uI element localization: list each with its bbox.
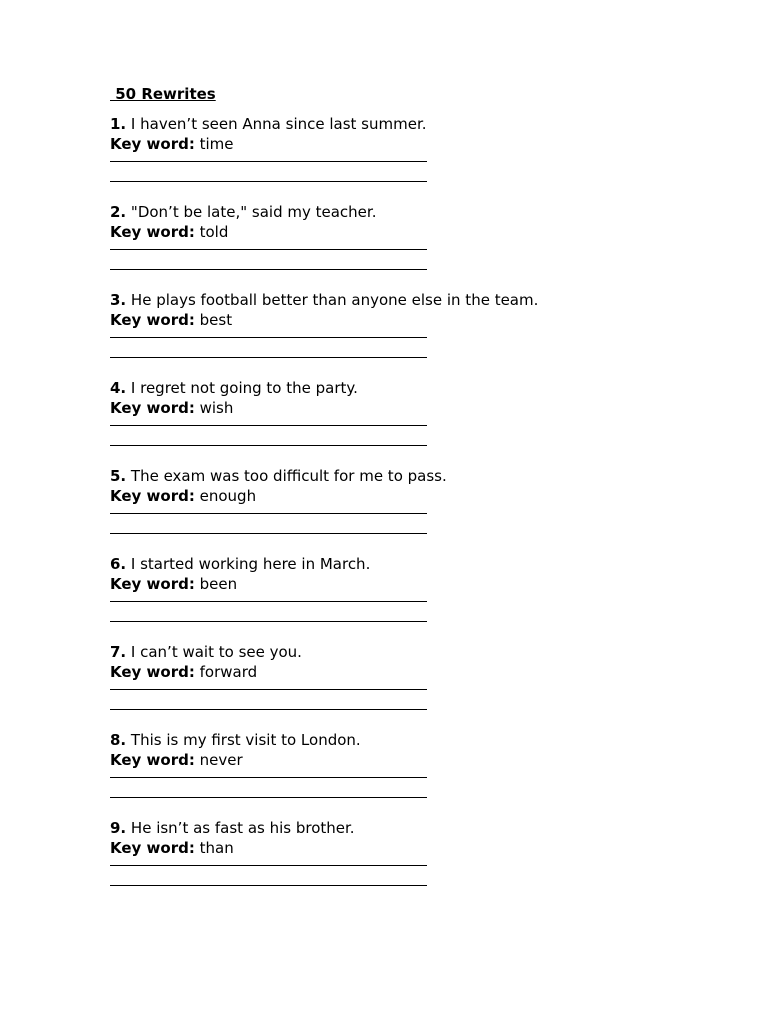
key-word-value: time: [199, 135, 234, 153]
exercise-sentence: [110, 818, 710, 838]
answer-line[interactable]: [110, 777, 427, 778]
answer-line[interactable]: [110, 249, 427, 250]
answer-line[interactable]: [110, 533, 427, 534]
exercise-number: 5.: [110, 467, 127, 485]
exercise-sentence: [110, 202, 710, 222]
exercise-item: [110, 554, 710, 622]
answer-line[interactable]: [110, 513, 427, 514]
exercise-number: 1.: [110, 115, 127, 133]
key-word-label: Key word:: [110, 399, 195, 417]
key-word-value: forward: [199, 663, 258, 681]
exercise-number: 7.: [110, 643, 127, 661]
exercise-sentence: [110, 554, 710, 574]
key-word-row: [110, 486, 710, 506]
key-word-label: Key word:: [110, 839, 195, 857]
sentence-text: I regret not going to the party.: [130, 379, 358, 397]
key-word-row: [110, 310, 710, 330]
exercise-sentence: [110, 466, 710, 486]
exercise-number: 6.: [110, 555, 127, 573]
sentence-text: I started working here in March.: [130, 555, 371, 573]
exercise-item: [110, 466, 710, 534]
key-word-row: [110, 222, 710, 242]
answer-line[interactable]: [110, 445, 427, 446]
key-word-row: [110, 838, 710, 858]
key-word-label: Key word:: [110, 223, 195, 241]
answer-line[interactable]: [110, 269, 427, 270]
answer-line[interactable]: [110, 357, 427, 358]
sentence-text: I can’t wait to see you.: [130, 643, 302, 661]
exercise-number: 4.: [110, 379, 127, 397]
key-word-label: Key word:: [110, 311, 195, 329]
exercise-sentence: [110, 114, 710, 134]
answer-line[interactable]: [110, 601, 427, 602]
exercise-item: [110, 818, 710, 886]
exercise-item: [110, 202, 710, 270]
key-word-label: Key word:: [110, 135, 195, 153]
answer-line[interactable]: [110, 337, 427, 338]
answer-line[interactable]: [110, 797, 427, 798]
answer-line[interactable]: [110, 709, 427, 710]
sentence-text: This is my first visit to London.: [130, 731, 361, 749]
key-word-value: wish: [199, 399, 234, 417]
key-word-value: never: [199, 751, 243, 769]
exercise-number: 8.: [110, 731, 127, 749]
exercise-item: [110, 114, 710, 182]
exercise-sentence: [110, 378, 710, 398]
key-word-row: [110, 574, 710, 594]
exercise-item: [110, 730, 710, 798]
key-word-value: than: [199, 839, 234, 857]
exercise-item: [110, 642, 710, 710]
answer-line[interactable]: [110, 181, 427, 182]
key-word-value: best: [199, 311, 233, 329]
sentence-text: He plays football better than anyone else in the team.: [130, 291, 539, 309]
key-word-label: Key word:: [110, 575, 195, 593]
exercise-number: 3.: [110, 291, 127, 309]
key-word-row: [110, 662, 710, 682]
exercise-sentence: [110, 730, 710, 750]
answer-line[interactable]: [110, 621, 427, 622]
sentence-text: He isn’t as fast as his brother.: [130, 819, 355, 837]
key-word-row: [110, 750, 710, 770]
key-word-row: [110, 398, 710, 418]
key-word-label: Key word:: [110, 751, 195, 769]
answer-line[interactable]: [110, 161, 427, 162]
exercise-number: 2.: [110, 203, 127, 221]
sentence-text: The exam was too difficult for me to pass.: [130, 467, 447, 485]
exercise-item: [110, 290, 710, 358]
key-word-label: Key word:: [110, 663, 195, 681]
page-title: 50 Rewrites: [110, 85, 216, 103]
key-word-row: [110, 134, 710, 154]
key-word-value: been: [199, 575, 238, 593]
key-word-label: Key word:: [110, 487, 195, 505]
exercise-item: [110, 378, 710, 446]
exercise-sentence: [110, 642, 710, 662]
exercise-sentence: [110, 290, 710, 310]
answer-line[interactable]: [110, 689, 427, 690]
answer-line[interactable]: [110, 865, 427, 866]
key-word-value: enough: [199, 487, 257, 505]
answer-line[interactable]: [110, 885, 427, 886]
sentence-text: "Don’t be late," said my teacher.: [130, 203, 377, 221]
exercise-number: 9.: [110, 819, 127, 837]
sentence-text: I haven’t seen Anna since last summer.: [130, 115, 427, 133]
key-word-value: told: [199, 223, 229, 241]
answer-line[interactable]: [110, 425, 427, 426]
